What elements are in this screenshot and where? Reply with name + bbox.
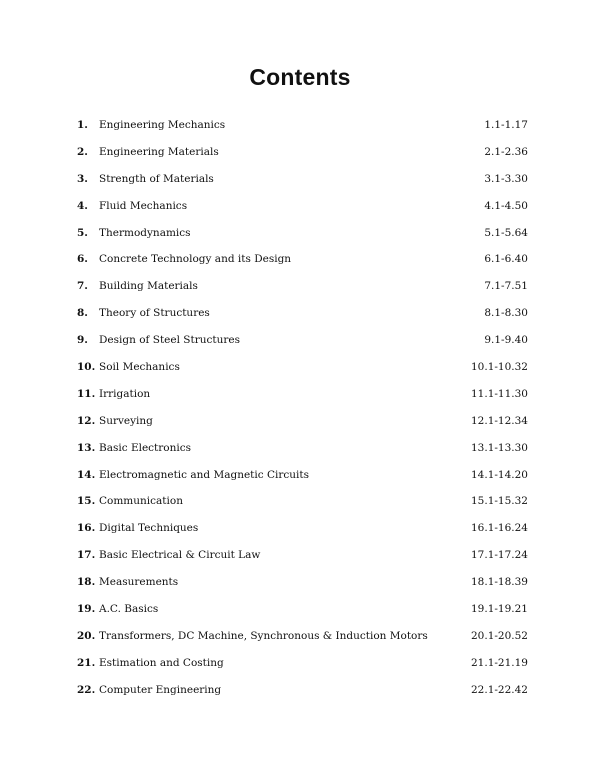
chapter-number: 10. (77, 361, 96, 374)
chapter-pages: 4.1-4.50 (484, 199, 528, 212)
toc-entry (0, 570, 600, 597)
chapter-title: A.C. Basics (99, 603, 159, 616)
chapter-pages: 7.1-7.51 (484, 280, 528, 293)
toc-entry (0, 597, 600, 624)
chapter-title: Theory of Structures (99, 307, 210, 320)
chapter-pages: 3.1-3.30 (484, 172, 528, 185)
toc-entry (0, 489, 600, 516)
chapter-pages: 5.1-5.64 (484, 226, 528, 239)
chapter-title: Surveying (99, 414, 153, 427)
toc-entry (0, 543, 600, 570)
chapter-title: Estimation and Costing (99, 656, 224, 669)
chapter-title: Computer Engineering (99, 683, 222, 696)
chapter-pages: 16.1-16.24 (471, 522, 528, 535)
chapter-number: 11. (77, 387, 96, 400)
chapter-title: Concrete Technology and its Design (99, 253, 292, 266)
toc-entry (0, 516, 600, 543)
chapter-title: Soil Mechanics (99, 361, 180, 374)
toc-entry (0, 678, 600, 705)
toc-entry (0, 167, 600, 194)
chapter-title: Irrigation (99, 387, 151, 400)
chapter-pages: 21.1-21.19 (471, 656, 528, 669)
chapter-number: 9. (77, 334, 88, 347)
chapter-title: Strength of Materials (99, 172, 214, 185)
chapter-pages: 6.1-6.40 (484, 253, 528, 266)
chapter-title: Digital Techniques (99, 522, 199, 535)
chapter-pages: 12.1-12.34 (471, 414, 528, 427)
chapter-title: Basic Electrical & Circuit Law (99, 549, 261, 562)
chapter-number: 17. (77, 549, 96, 562)
chapter-pages: 11.1-11.30 (471, 387, 528, 400)
chapter-pages: 19.1-19.21 (471, 603, 528, 616)
chapter-number: 21. (77, 656, 96, 669)
chapter-pages: 8.1-8.30 (484, 307, 528, 320)
chapter-pages: 22.1-22.42 (471, 683, 528, 696)
toc-entry (0, 624, 600, 651)
toc-entry (0, 409, 600, 436)
chapter-pages: 2.1-2.36 (484, 145, 528, 158)
chapter-number: 16. (77, 522, 96, 535)
toc-entry (0, 274, 600, 301)
chapter-pages: 15.1-15.32 (471, 495, 528, 508)
chapter-pages: 17.1-17.24 (471, 549, 528, 562)
toc-entry (0, 301, 600, 328)
toc-entry (0, 463, 600, 490)
toc-entry (0, 247, 600, 274)
chapter-title: Thermodynamics (99, 226, 191, 239)
chapter-title: Basic Electronics (99, 441, 192, 454)
table-of-contents (0, 113, 600, 705)
chapter-number: 14. (77, 468, 96, 481)
chapter-title: Electromagnetic and Magnetic Circuits (99, 468, 309, 481)
chapter-number: 13. (77, 441, 96, 454)
chapter-number: 8. (77, 307, 88, 320)
toc-entry (0, 194, 600, 221)
chapter-pages: 13.1-13.30 (471, 441, 528, 454)
chapter-pages: 1.1-1.17 (484, 119, 528, 131)
chapter-title: Transformers, DC Machine, Synchronous & Induction Motors (99, 629, 428, 642)
chapter-pages: 10.1-10.32 (471, 361, 528, 374)
chapter-number: 18. (77, 576, 96, 589)
chapter-title: Engineering Mechanics (99, 119, 226, 131)
toc-entry (0, 436, 600, 463)
chapter-number: 20. (77, 629, 96, 642)
toc-entry (0, 140, 600, 167)
chapter-pages: 9.1-9.40 (484, 334, 528, 347)
toc-entry (0, 328, 600, 355)
chapter-number: 4. (77, 199, 88, 212)
chapter-number: 6. (77, 253, 88, 266)
chapter-title: Fluid Mechanics (99, 199, 188, 212)
chapter-number: 3. (77, 172, 88, 185)
chapter-title: Measurements (99, 576, 179, 589)
chapter-pages: 20.1-20.52 (471, 629, 528, 642)
chapter-pages: 18.1-18.39 (471, 576, 528, 589)
page-title: Contents (249, 64, 351, 90)
chapter-number: 22. (77, 683, 96, 696)
chapter-number: 7. (77, 280, 88, 293)
toc-entry (0, 355, 600, 382)
chapter-title: Design of Steel Structures (99, 334, 240, 347)
chapter-pages: 14.1-14.20 (471, 468, 528, 481)
chapter-number: 5. (77, 226, 88, 239)
chapter-number: 19. (77, 603, 96, 616)
chapter-number: 12. (77, 414, 96, 427)
toc-entry (0, 651, 600, 678)
toc-entry (0, 221, 600, 248)
toc-entry (0, 382, 600, 409)
chapter-title: Communication (99, 495, 183, 508)
chapter-number: 15. (77, 495, 96, 508)
chapter-title: Engineering Materials (99, 145, 219, 158)
chapter-number: 1. (77, 119, 88, 131)
chapter-title: Building Materials (99, 280, 198, 293)
chapter-number: 2. (77, 145, 88, 158)
toc-entry (0, 113, 600, 140)
